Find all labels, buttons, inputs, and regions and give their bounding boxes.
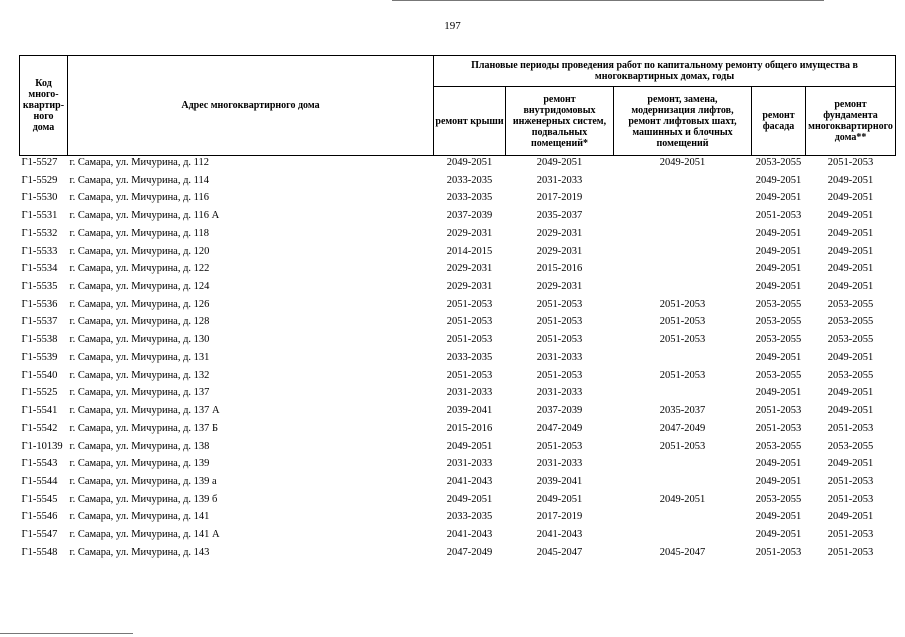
cell-code: Г1-5534 [21,263,58,275]
cell-code: Г1-5548 [21,546,58,558]
cell-elevators: 2047-2049 [659,422,706,434]
table-row [20,156,896,174]
cell-elevators: 2051-2053 [659,440,706,452]
cell-foundation: 2049-2051 [827,192,874,204]
cell-roof: 2033-2035 [446,192,493,204]
cell-roof: 2033-2035 [446,174,493,186]
cell-facade: 2051-2053 [755,405,802,417]
cell-elevators: 2035-2037 [659,405,706,417]
cell-engineering: 2049-2051 [536,157,583,168]
table-row [20,510,896,528]
cell-address: г. Самара, ул. Мичурина, д. 132 [69,369,210,381]
cell-code: Г1-5538 [21,334,58,346]
cell-engineering: 2037-2039 [536,405,583,417]
cell-engineering: 2035-2037 [536,210,583,222]
cell-code: Г1-5531 [21,210,58,222]
cell-code: Г1-5533 [21,245,58,257]
cell-address: г. Самара, ул. Мичурина, д. 139 б [69,493,218,505]
table-row [20,440,896,458]
cell-engineering: 2051-2053 [536,334,583,346]
cell-roof: 2029-2031 [446,227,493,239]
cell-engineering: 2051-2053 [536,440,583,452]
header-code-line: квартир- [22,100,65,111]
table-row [20,475,896,493]
cell-elevators [614,351,752,369]
cell-engineering: 2017-2019 [536,511,583,523]
cell-elevators [614,191,752,209]
cell-engineering: 2031-2033 [536,387,583,399]
cell-facade: 2049-2051 [755,351,802,363]
cell-roof: 2049-2051 [446,157,493,168]
cell-address: г. Самара, ул. Мичурина, д. 137 [69,387,210,399]
cell-engineering: 2017-2019 [536,192,583,204]
page-number: 197 [444,20,461,32]
cell-address: г. Самара, ул. Мичурина, д. 137 Б [69,422,219,434]
cell-roof: 2039-2041 [446,405,493,417]
cell-address: г. Самара, ул. Мичурина, д. 141 [69,511,210,523]
cell-roof: 2041-2043 [446,475,493,487]
cell-engineering: 2029-2031 [536,245,583,257]
cell-engineering: 2045-2047 [536,546,583,558]
cell-facade: 2051-2053 [755,210,802,222]
table-row [20,209,896,227]
top-rule [392,0,824,1]
table-row [20,404,896,422]
cell-elevators [614,457,752,475]
cell-facade: 2049-2051 [755,387,802,399]
cell-facade: 2053-2055 [755,440,802,452]
cell-roof: 2049-2051 [446,440,493,452]
table-row [20,174,896,192]
cell-facade: 2049-2051 [755,529,802,541]
table-row [20,298,896,316]
cell-elevators [614,475,752,493]
cell-elevators [614,245,752,263]
header-elevators: ремонт, замена, модернизация лифтов, ремонт лифтовых шахт, машинных и блочных помещений [614,87,752,156]
table-row [20,457,896,475]
cell-foundation: 2049-2051 [827,227,874,239]
cell-address: г. Самара, ул. Мичурина, д. 128 [69,316,210,328]
cell-engineering: 2015-2016 [536,263,583,275]
header-foundation: ремонт фундамента многоквартирного дома** [806,87,896,156]
cell-elevators [614,528,752,546]
cell-code: Г1-5537 [21,316,58,328]
cell-foundation: 2051-2053 [827,475,874,487]
cell-facade: 2053-2055 [755,316,802,328]
table-body [20,156,896,564]
cell-address: г. Самара, ул. Мичурина, д. 130 [69,334,210,346]
header-code [20,56,68,156]
cell-elevators [614,209,752,227]
cell-foundation: 2051-2053 [827,529,874,541]
cell-facade: 2049-2051 [755,475,802,487]
cell-engineering: 2039-2041 [536,475,583,487]
header-address: Адрес многоквартирного дома [68,56,434,156]
cell-code: Г1-5529 [21,174,58,186]
header-facade: ремонт фасада [752,87,806,156]
cell-code: Г1-10139 [21,440,63,452]
cell-foundation: 2049-2051 [827,245,874,257]
table-row [20,528,896,546]
cell-foundation: 2049-2051 [827,281,874,293]
header-code-line: Код [35,78,52,89]
cell-foundation: 2049-2051 [827,405,874,417]
cell-elevators: 2051-2053 [659,369,706,381]
cell-code: Г1-5532 [21,227,58,239]
cell-code: Г1-5540 [21,369,58,381]
cell-engineering: 2047-2049 [536,422,583,434]
cell-roof: 2051-2053 [446,334,493,346]
cell-elevators [614,510,752,528]
cell-facade: 2053-2055 [755,369,802,381]
cell-address: г. Самара, ул. Мичурина, д. 112 [69,157,210,168]
cell-foundation: 2053-2055 [827,369,874,381]
cell-address: г. Самара, ул. Мичурина, д. 116 А [69,210,220,222]
table-row [20,191,896,209]
header-engineering: ремонт внутридомовых инженерных систем, подвальных помещений* [506,87,614,156]
cell-code: Г1-5547 [21,529,58,541]
bottom-rule [0,633,133,634]
cell-elevators [614,386,752,404]
cell-roof: 2047-2049 [446,546,493,558]
cell-code: Г1-5535 [21,281,58,293]
cell-foundation: 2051-2053 [827,493,874,505]
capital-repair-table [19,55,896,564]
cell-roof: 2051-2053 [446,316,493,328]
cell-engineering: 2029-2031 [536,227,583,239]
table-row [20,262,896,280]
cell-foundation: 2051-2053 [827,157,874,168]
cell-roof: 2033-2035 [446,351,493,363]
cell-foundation: 2053-2055 [827,334,874,346]
cell-foundation: 2051-2053 [827,546,874,558]
cell-roof: 2014-2015 [446,245,493,257]
cell-address: г. Самара, ул. Мичурина, д. 139 [69,458,210,470]
cell-address: г. Самара, ул. Мичурина, д. 131 [69,351,210,363]
cell-address: г. Самара, ул. Мичурина, д. 143 [69,546,210,558]
cell-foundation: 2049-2051 [827,351,874,363]
table-row [20,422,896,440]
cell-facade: 2049-2051 [755,511,802,523]
table-row [20,369,896,387]
cell-foundation: 2049-2051 [827,263,874,275]
table-row [20,245,896,263]
cell-address: г. Самара, ул. Мичурина, д. 118 [69,227,210,239]
cell-foundation: 2053-2055 [827,440,874,452]
cell-facade: 2053-2055 [755,334,802,346]
cell-facade: 2053-2055 [755,157,802,168]
cell-elevators: 2051-2053 [659,334,706,346]
cell-foundation: 2049-2051 [827,387,874,399]
cell-engineering: 2029-2031 [536,281,583,293]
cell-roof: 2051-2053 [446,298,493,310]
header-code-line: дома [32,122,55,133]
cell-foundation: 2051-2053 [827,422,874,434]
cell-code: Г1-5542 [21,422,58,434]
cell-address: г. Самара, ул. Мичурина, д. 138 [69,440,210,452]
cell-elevators [614,280,752,298]
cell-roof: 2041-2043 [446,529,493,541]
cell-facade: 2051-2053 [755,546,802,558]
cell-engineering: 2031-2033 [536,351,583,363]
cell-code: Г1-5543 [21,458,58,470]
cell-facade: 2053-2055 [755,493,802,505]
cell-foundation: 2049-2051 [827,458,874,470]
cell-engineering: 2051-2053 [536,298,583,310]
cell-engineering: 2031-2033 [536,458,583,470]
cell-facade: 2049-2051 [755,192,802,204]
cell-elevators: 2049-2051 [659,157,706,168]
cell-engineering: 2049-2051 [536,493,583,505]
table-row [20,315,896,333]
cell-facade: 2051-2053 [755,422,802,434]
cell-elevators [614,262,752,280]
cell-address: г. Самара, ул. Мичурина, д. 122 [69,263,210,275]
cell-elevators [614,227,752,245]
cell-elevators: 2049-2051 [659,493,706,505]
cell-address: г. Самара, ул. Мичурина, д. 137 А [69,405,220,417]
cell-foundation: 2049-2051 [827,511,874,523]
cell-code: Г1-5527 [21,157,58,168]
cell-code: Г1-5546 [21,511,58,523]
cell-elevators [614,174,752,192]
cell-foundation: 2053-2055 [827,316,874,328]
cell-code: Г1-5525 [21,387,58,399]
cell-roof: 2049-2051 [446,493,493,505]
table-row [20,333,896,351]
table-row [20,493,896,511]
table-row [20,546,896,564]
cell-code: Г1-5536 [21,298,58,310]
cell-facade: 2049-2051 [755,263,802,275]
cell-facade: 2049-2051 [755,227,802,239]
header-roof: ремонт крыши [434,87,506,156]
cell-address: г. Самара, ул. Мичурина, д. 116 [69,192,210,204]
cell-address: г. Самара, ул. Мичурина, д. 139 а [69,475,217,487]
header-code-line: много- [28,89,59,100]
cell-code: Г1-5541 [21,405,58,417]
cell-foundation: 2049-2051 [827,210,874,222]
cell-roof: 2029-2031 [446,263,493,275]
cell-roof: 2051-2053 [446,369,493,381]
cell-roof: 2015-2016 [446,422,493,434]
cell-roof: 2031-2033 [446,458,493,470]
cell-roof: 2037-2039 [446,210,493,222]
table-row [20,386,896,404]
cell-roof: 2033-2035 [446,511,493,523]
cell-code: Г1-5530 [21,192,58,204]
cell-facade: 2049-2051 [755,281,802,293]
cell-address: г. Самара, ул. Мичурина, д. 124 [69,281,210,293]
cell-facade: 2053-2055 [755,298,802,310]
cell-address: г. Самара, ул. Мичурина, д. 126 [69,298,210,310]
cell-engineering: 2031-2033 [536,174,583,186]
table-row [20,280,896,298]
cell-foundation: 2049-2051 [827,174,874,186]
cell-facade: 2049-2051 [755,458,802,470]
table-row [20,227,896,245]
cell-address: г. Самара, ул. Мичурина, д. 141 А [69,529,220,541]
table-row [20,351,896,369]
cell-foundation: 2053-2055 [827,298,874,310]
cell-engineering: 2041-2043 [536,529,583,541]
cell-facade: 2049-2051 [755,245,802,257]
cell-elevators: 2051-2053 [659,298,706,310]
cell-engineering: 2051-2053 [536,316,583,328]
cell-code: Г1-5544 [21,475,58,487]
cell-engineering: 2051-2053 [536,369,583,381]
cell-address: г. Самара, ул. Мичурина, д. 120 [69,245,210,257]
header-code-line: ного [33,111,54,122]
cell-code: Г1-5539 [21,351,58,363]
header-group-periods: Плановые периоды проведения работ по капитальному ремонту общего имущества в многоквартирных домах, годы [434,56,896,87]
cell-facade: 2049-2051 [755,174,802,186]
cell-elevators: 2051-2053 [659,316,706,328]
cell-roof: 2029-2031 [446,281,493,293]
cell-roof: 2031-2033 [446,387,493,399]
cell-address: г. Самара, ул. Мичурина, д. 114 [69,174,210,186]
cell-elevators: 2045-2047 [659,546,706,558]
cell-code: Г1-5545 [21,493,58,505]
